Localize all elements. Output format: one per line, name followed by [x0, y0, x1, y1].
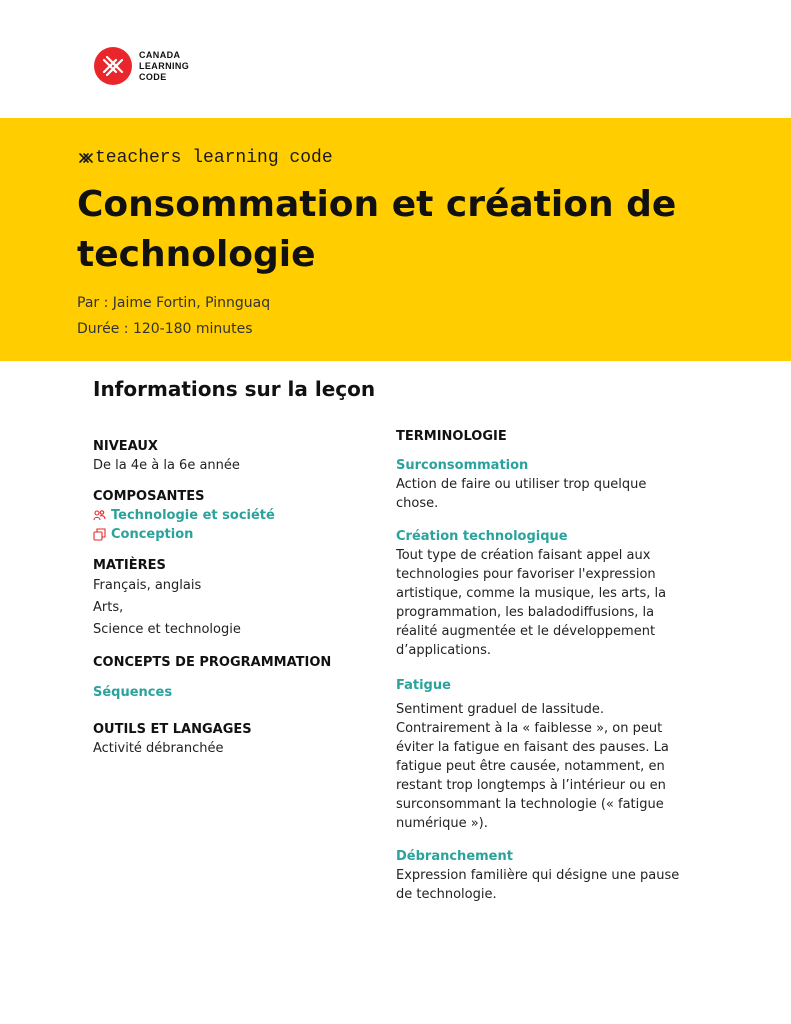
section-title: Informations sur la leçon [93, 377, 376, 401]
matiere-item: Science et technologie [93, 622, 241, 637]
term-debranchement [396, 847, 696, 904]
term-line: artistique, comme la musique, les arts, la [396, 586, 667, 601]
term-line: surconsommant la technologie (« fatigue [396, 797, 664, 812]
composante-label: Conception [111, 527, 194, 542]
terminology-heading: TERMINOLOGIE [396, 429, 507, 444]
concepts-label: CONCEPTS DE PROGRAMMATION [93, 655, 332, 670]
canada-learning-code-logo[interactable] [94, 47, 189, 85]
term-title: Débranchement [396, 849, 513, 864]
teachers-learning-code-tagline [77, 148, 333, 168]
logo-wordmark [139, 50, 189, 83]
logo-line-1: CANADA [139, 49, 181, 60]
composante-label: Technologie et société [111, 508, 275, 523]
concepts-value[interactable]: Séquences [93, 685, 173, 700]
tlc-mark-icon [77, 150, 93, 166]
matieres-block [93, 556, 363, 641]
terminology-column [396, 427, 696, 904]
matieres-label: MATIÈRES [93, 558, 166, 573]
term-line: Contrairement à la « faiblesse », on peut [396, 721, 663, 736]
tagline-text: teachers learning code [95, 148, 333, 168]
term-line: réalité augmentée et le développement [396, 624, 656, 639]
concepts-block [93, 653, 363, 702]
composante-technologie-societe[interactable] [93, 506, 363, 525]
page-title: Consommation et création de technologie [77, 184, 677, 275]
lesson-info-column [93, 437, 363, 770]
canada-learning-code-logo-icon [94, 47, 132, 85]
term-line: programmation, les baladodiffusions, la [396, 605, 655, 620]
outils-label: OUTILS ET LANGAGES [93, 722, 252, 737]
niveaux-block [93, 437, 363, 475]
composantes-block [93, 487, 363, 544]
niveaux-label: NIVEAUX [93, 439, 158, 454]
people-icon [93, 509, 106, 522]
composantes-label: COMPOSANTES [93, 489, 205, 504]
term-fatigue [396, 676, 696, 833]
term-title: Surconsommation [396, 458, 529, 473]
design-icon [93, 528, 106, 541]
term-line: d’applications. [396, 643, 491, 658]
term-line: éviter la fatigue en faisant des pauses. La [396, 740, 669, 755]
term-surconsommation [396, 456, 696, 513]
term-line: de technologie. [396, 887, 497, 902]
term-line: fatigue peut être causée, notamment, en [396, 759, 665, 774]
logo-line-3: CODE [139, 71, 167, 82]
term-line: Expression familière qui désigne une pause [396, 868, 680, 883]
niveaux-value: De la 4e à la 6e année [93, 458, 240, 473]
term-creation-technologique [396, 527, 696, 660]
term-line: Action de faire ou utiliser trop quelque [396, 477, 647, 492]
composante-conception[interactable] [93, 525, 363, 544]
matiere-item: Arts, [93, 600, 124, 615]
matiere-item: Français, anglais [93, 578, 202, 593]
term-line: Sentiment graduel de lassitude. [396, 702, 604, 717]
term-line: chose. [396, 496, 439, 511]
term-line: numérique »). [396, 816, 488, 831]
lesson-duration: Durée : 120-180 minutes [77, 321, 253, 337]
term-line: Tout type de création faisant appel aux [396, 548, 651, 563]
outils-value: Activité débranchée [93, 741, 224, 756]
outils-block [93, 720, 363, 758]
logo-line-2: LEARNING [139, 60, 190, 71]
lesson-author: Par : Jaime Fortin, Pinnguaq [77, 295, 271, 311]
term-title: Fatigue [396, 678, 451, 693]
term-title: Création technologique [396, 529, 568, 544]
term-line: technologies pour favoriser l'expression [396, 567, 656, 582]
term-line: restant trop longtemps à l’intérieur ou en [396, 778, 666, 793]
